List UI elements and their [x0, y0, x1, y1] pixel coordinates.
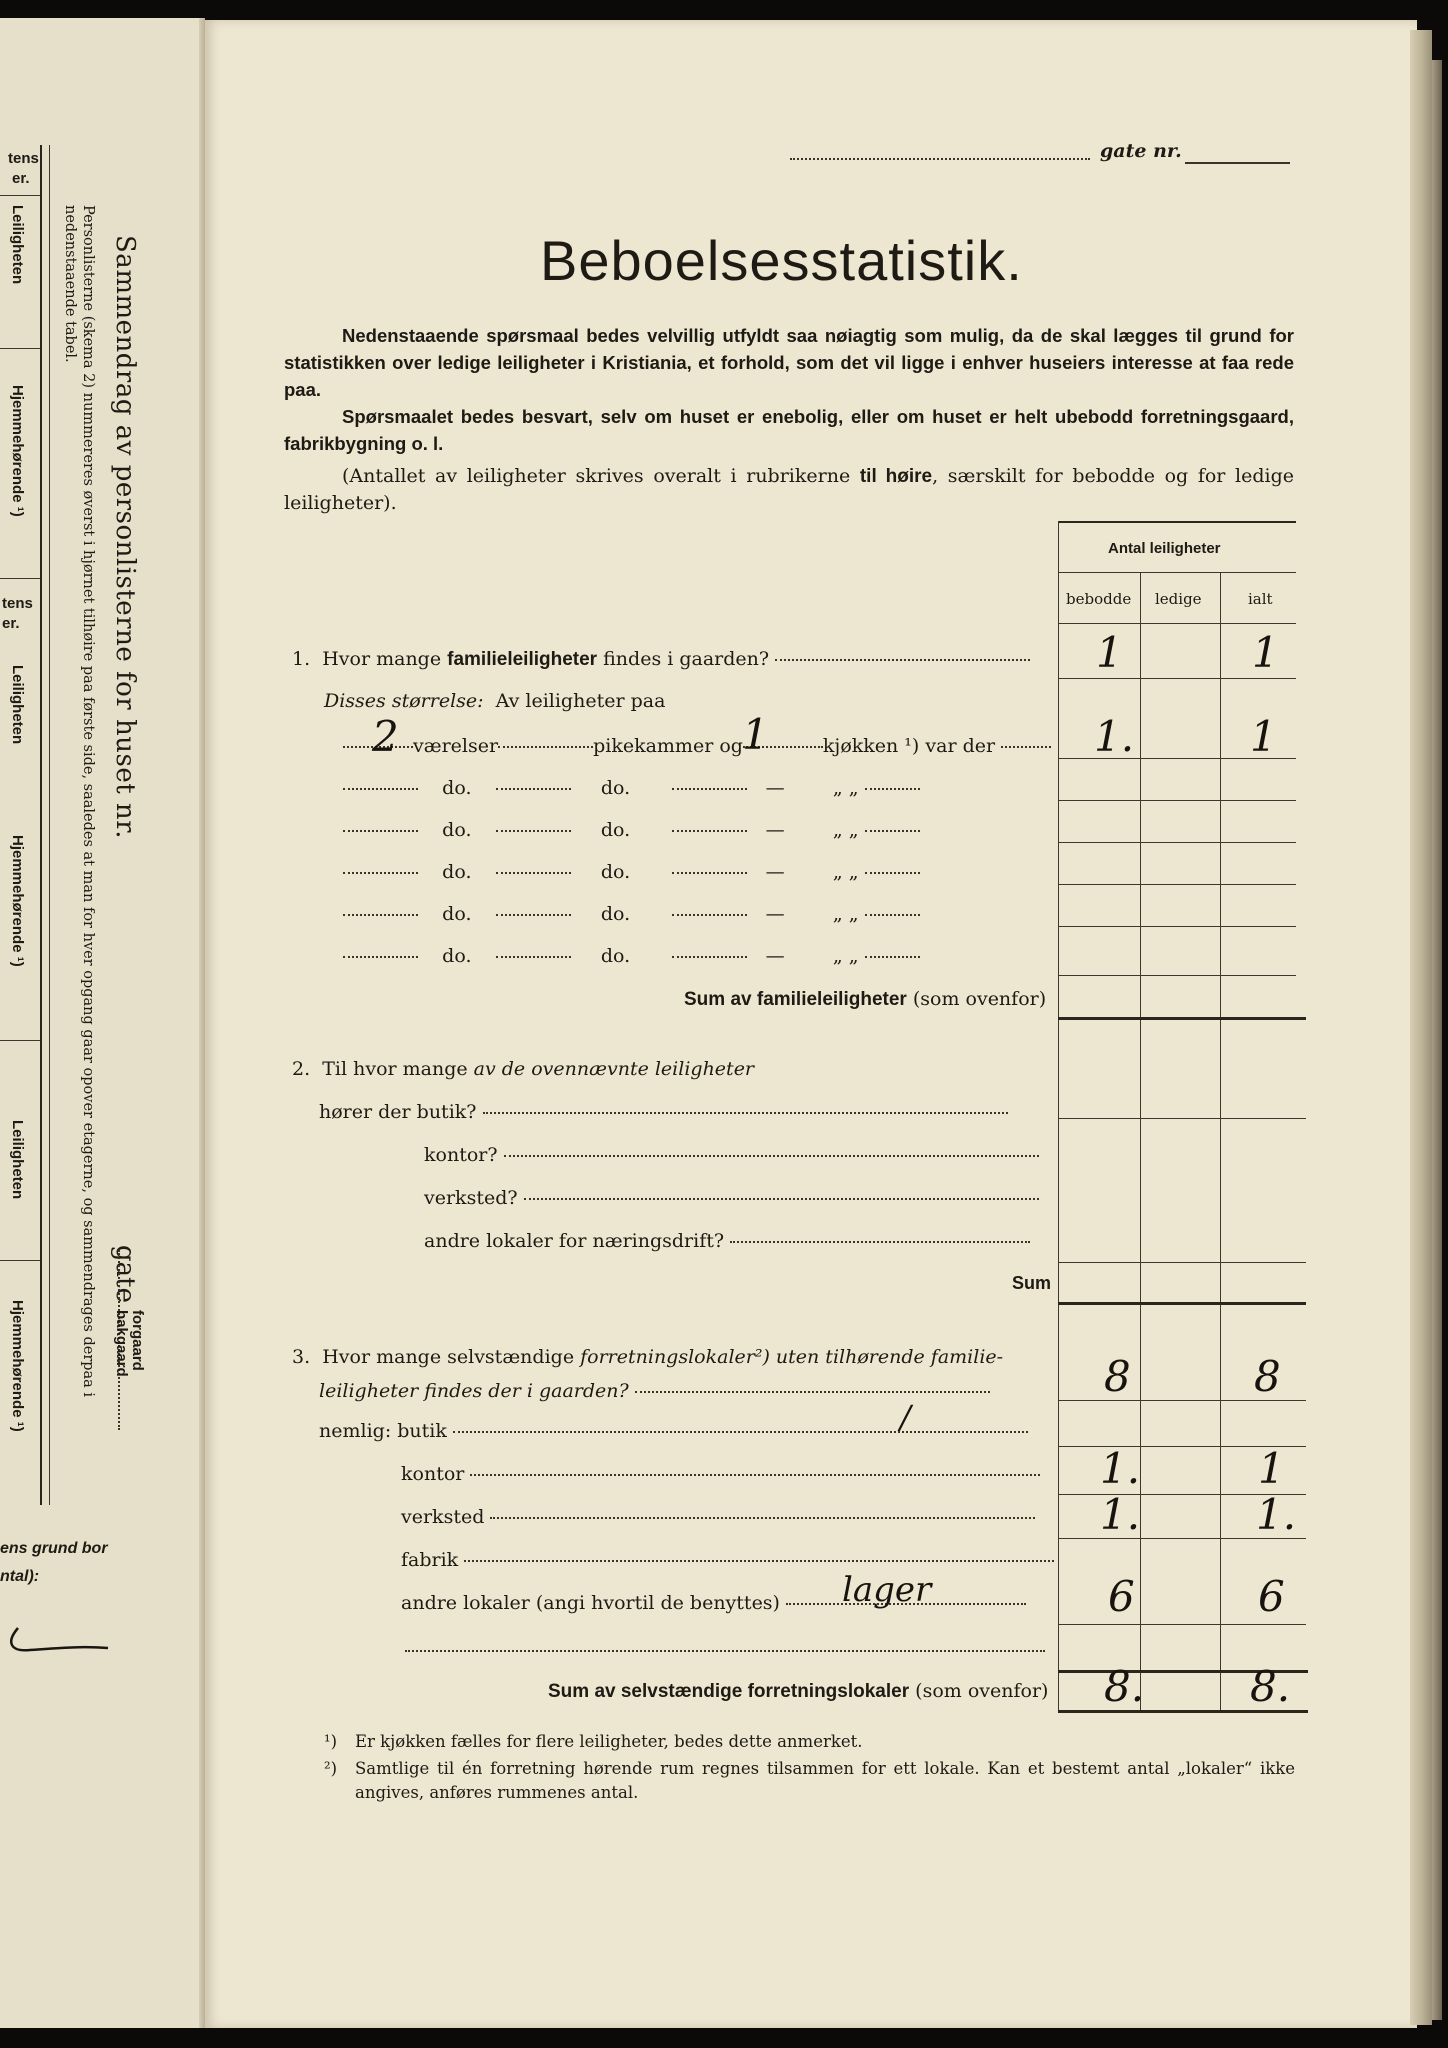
table-col-rule-1 [1140, 572, 1141, 1712]
row-rule [1058, 800, 1296, 801]
q1-size-line: Disses størrelse: Av leiligheter paa [324, 690, 666, 712]
margin-col-leilighet-3: Leiligheten [9, 1120, 26, 1200]
q3-andre: andre lokaler (angi hvortil de benyttes) [401, 1592, 1026, 1614]
margin-col-hjemme: Hjemmehørende ¹) [9, 385, 26, 517]
hw-q3-kontor-ialt: 1 [1258, 1444, 1285, 1493]
hw-q3-verksted-ialt: 1. [1256, 1490, 1297, 1539]
margin-instructions: Personlisterne (skema 2) nummereres øverst i hjørnet tilhøire paa første side, saaledes at man for hver opgang gaar opover etagerne, og sammendrages derpaa i nedenstaaende tabel. [62, 205, 96, 1398]
col-bebodde: bebodde [1066, 590, 1132, 608]
footnote-1: Er kjøkken fælles for flere leiligheter, bedes dette anmerket. [355, 1732, 863, 1751]
margin-col-er: er. [12, 170, 30, 187]
margin-line [0, 578, 40, 579]
q3-fabrik: fabrik [401, 1549, 1054, 1571]
table-subheader-rule [1058, 623, 1296, 624]
hw-q1-row1-ialt: 1 [1250, 712, 1277, 761]
do-row: do. do. — „ „ [343, 861, 920, 883]
q3-kontor: kontor [401, 1463, 1040, 1485]
col-ledige: ledige [1155, 590, 1202, 608]
table-group-header: Antal leiligheter [1108, 540, 1221, 557]
q2-verksted: verksted? [424, 1187, 1039, 1209]
margin-forgaard: forgaard [129, 1310, 146, 1371]
footnote-2-mark: ²) [324, 1759, 338, 1778]
margin-col-hjemme-3: Hjemmehørende ¹) [9, 1300, 26, 1432]
margin-line [0, 348, 40, 349]
footnote-1-mark: ¹) [324, 1732, 338, 1751]
hw-q3-verksted-bebodde: 1. [1100, 1490, 1141, 1539]
q2-sum: Sum [1012, 1273, 1052, 1293]
row-rule [1058, 975, 1296, 976]
margin-handwriting [0, 1620, 120, 1660]
q2-question: 2. Til hvor mange av de ovennævnte leiligheter [292, 1058, 755, 1080]
q3-verksted: verksted [401, 1506, 1035, 1528]
gate-label: gate nr. [1100, 140, 1182, 162]
left-page [0, 18, 205, 2028]
margin-gate: gate [110, 1245, 140, 1303]
q3-sum: Sum av selvstændige forretningslokaler (som ovenfor) [548, 1680, 1049, 1702]
margin-col-leilighet: Leiligheten [9, 205, 26, 285]
margin-col-tens: tens [8, 150, 39, 167]
footnote-2: Samtlige til én forretning hørende rum regnes tilsammen for ett lokale. Kan et bestemt antal „lokaler“ ikke angives, anføres rummenes antal. [355, 1759, 1295, 1802]
col-ialt: ialt [1248, 590, 1273, 608]
rooms-label: værelser [413, 735, 499, 757]
gate-line [1185, 162, 1290, 164]
row-rule [1058, 678, 1296, 679]
margin-col-leilighet-2: Leiligheten [9, 665, 26, 745]
sum-rule-q1 [1058, 1017, 1306, 1020]
q1-question: 1. Hvor mange familieleiligheter findes i gaarden? [292, 648, 1030, 671]
table-header-rule [1058, 572, 1296, 573]
hw-q1-ialt: 1 [1252, 628, 1279, 677]
table-col-rule-2 [1220, 572, 1221, 1712]
hw-butik-mark: / [900, 1398, 911, 1436]
page-title: Beboelsesstatistik. [540, 229, 1023, 292]
q3-butik: nemlig: butik [319, 1420, 1028, 1442]
margin-rule-2 [49, 145, 50, 1505]
q2-kontor: kontor? [424, 1144, 1039, 1166]
row-rule [1058, 842, 1296, 843]
hw-kitchens: 1 [742, 710, 769, 759]
page-edge-shadow [1432, 60, 1442, 2020]
table-top-rule [1058, 521, 1296, 523]
page-edge [1410, 30, 1432, 2025]
q3-line2: leiligheter findes der i gaarden? [319, 1380, 990, 1402]
margin-bottom-1: ens grund bor [0, 1540, 108, 1557]
hw-q3-andre-ialt: 6 [1258, 1572, 1285, 1621]
hw-q3-total-ialt: 8 [1254, 1352, 1281, 1401]
table-left-rule [1058, 521, 1059, 1711]
q1-sum: Sum av familieleiligheter (som ovenfor) [684, 988, 1047, 1010]
hw-q1-bebodde: 1 [1096, 628, 1123, 677]
margin-line [0, 1040, 40, 1041]
hw-q3-sum-ialt: 8. [1250, 1662, 1291, 1711]
hw-q3-sum-bebodde: 8. [1104, 1662, 1145, 1711]
intro-paragraph-2: Spørsmaalet bedes besvart, selv om huset er enebolig, eller om huset er helt ubebodd forretningsgaard, fabrikbygning o. l. [284, 406, 1294, 454]
margin-col-hjemme-2: Hjemmehørende ¹) [9, 835, 26, 967]
q2-butik: hører der butik? [319, 1101, 1008, 1123]
margin-line [0, 195, 40, 196]
intro-paragraph-1: Nedenstaaende spørsmaal bedes velvillig utfyldt saa nøiagtig som mulig, da de skal lægges til grund for statistikken over ledige leiligheter i Kristiania, et forhold, som det vil ligge i enhver huseiers interesse at faa rede paa. [284, 325, 1294, 400]
margin-rule [40, 145, 42, 1505]
q1-row-1: værelser pikekammer og kjøkken ¹) var der [343, 735, 1051, 757]
q3-extra-line [405, 1650, 1045, 1652]
row-rule [1058, 926, 1296, 927]
row-rule [1058, 884, 1296, 885]
margin-heading: Sammendrag av personlisterne for huset nr. [110, 235, 140, 840]
row-rule [1058, 1118, 1306, 1119]
margin-line [0, 1260, 40, 1261]
hw-lager: lager [842, 1570, 932, 1610]
hw-q3-total-bebodde: 8 [1104, 1352, 1131, 1401]
row-rule [1058, 1262, 1306, 1263]
sum-rule-q2 [1058, 1302, 1306, 1305]
margin-col-er-2: er. [2, 615, 20, 632]
do-row: do. do. — „ „ [343, 903, 920, 925]
do-row: do. do. — „ „ [343, 777, 920, 799]
hw-q3-andre-bebodde: 6 [1108, 1572, 1135, 1621]
q2-andre: andre lokaler for næringsdrift? [424, 1230, 1030, 1252]
intro-paragraph-3: (Antallet av leiligheter skrives overalt i rubrikerne til høire, særskilt for bebodde og for ledige leiligheter). [284, 465, 1294, 514]
hw-q1-row1-bebodde: 1. [1094, 712, 1135, 761]
do-row: do. do. — „ „ [343, 945, 920, 967]
margin-col-tens-2: tens [2, 595, 33, 612]
do-row: do. do. — „ „ [343, 819, 920, 841]
q3-question: 3. Hvor mange selvstændige forretningslokaler²) uten tilhørende familie- [292, 1346, 1004, 1368]
hw-rooms: 2 [372, 712, 399, 761]
row-rule [1058, 1624, 1306, 1625]
hw-q3-kontor-bebodde: 1. [1100, 1444, 1141, 1493]
gate-dots [790, 158, 1090, 160]
margin-bottom-2: ntal): [0, 1568, 40, 1585]
margin-bakgaard: bakgaard [113, 1310, 130, 1377]
